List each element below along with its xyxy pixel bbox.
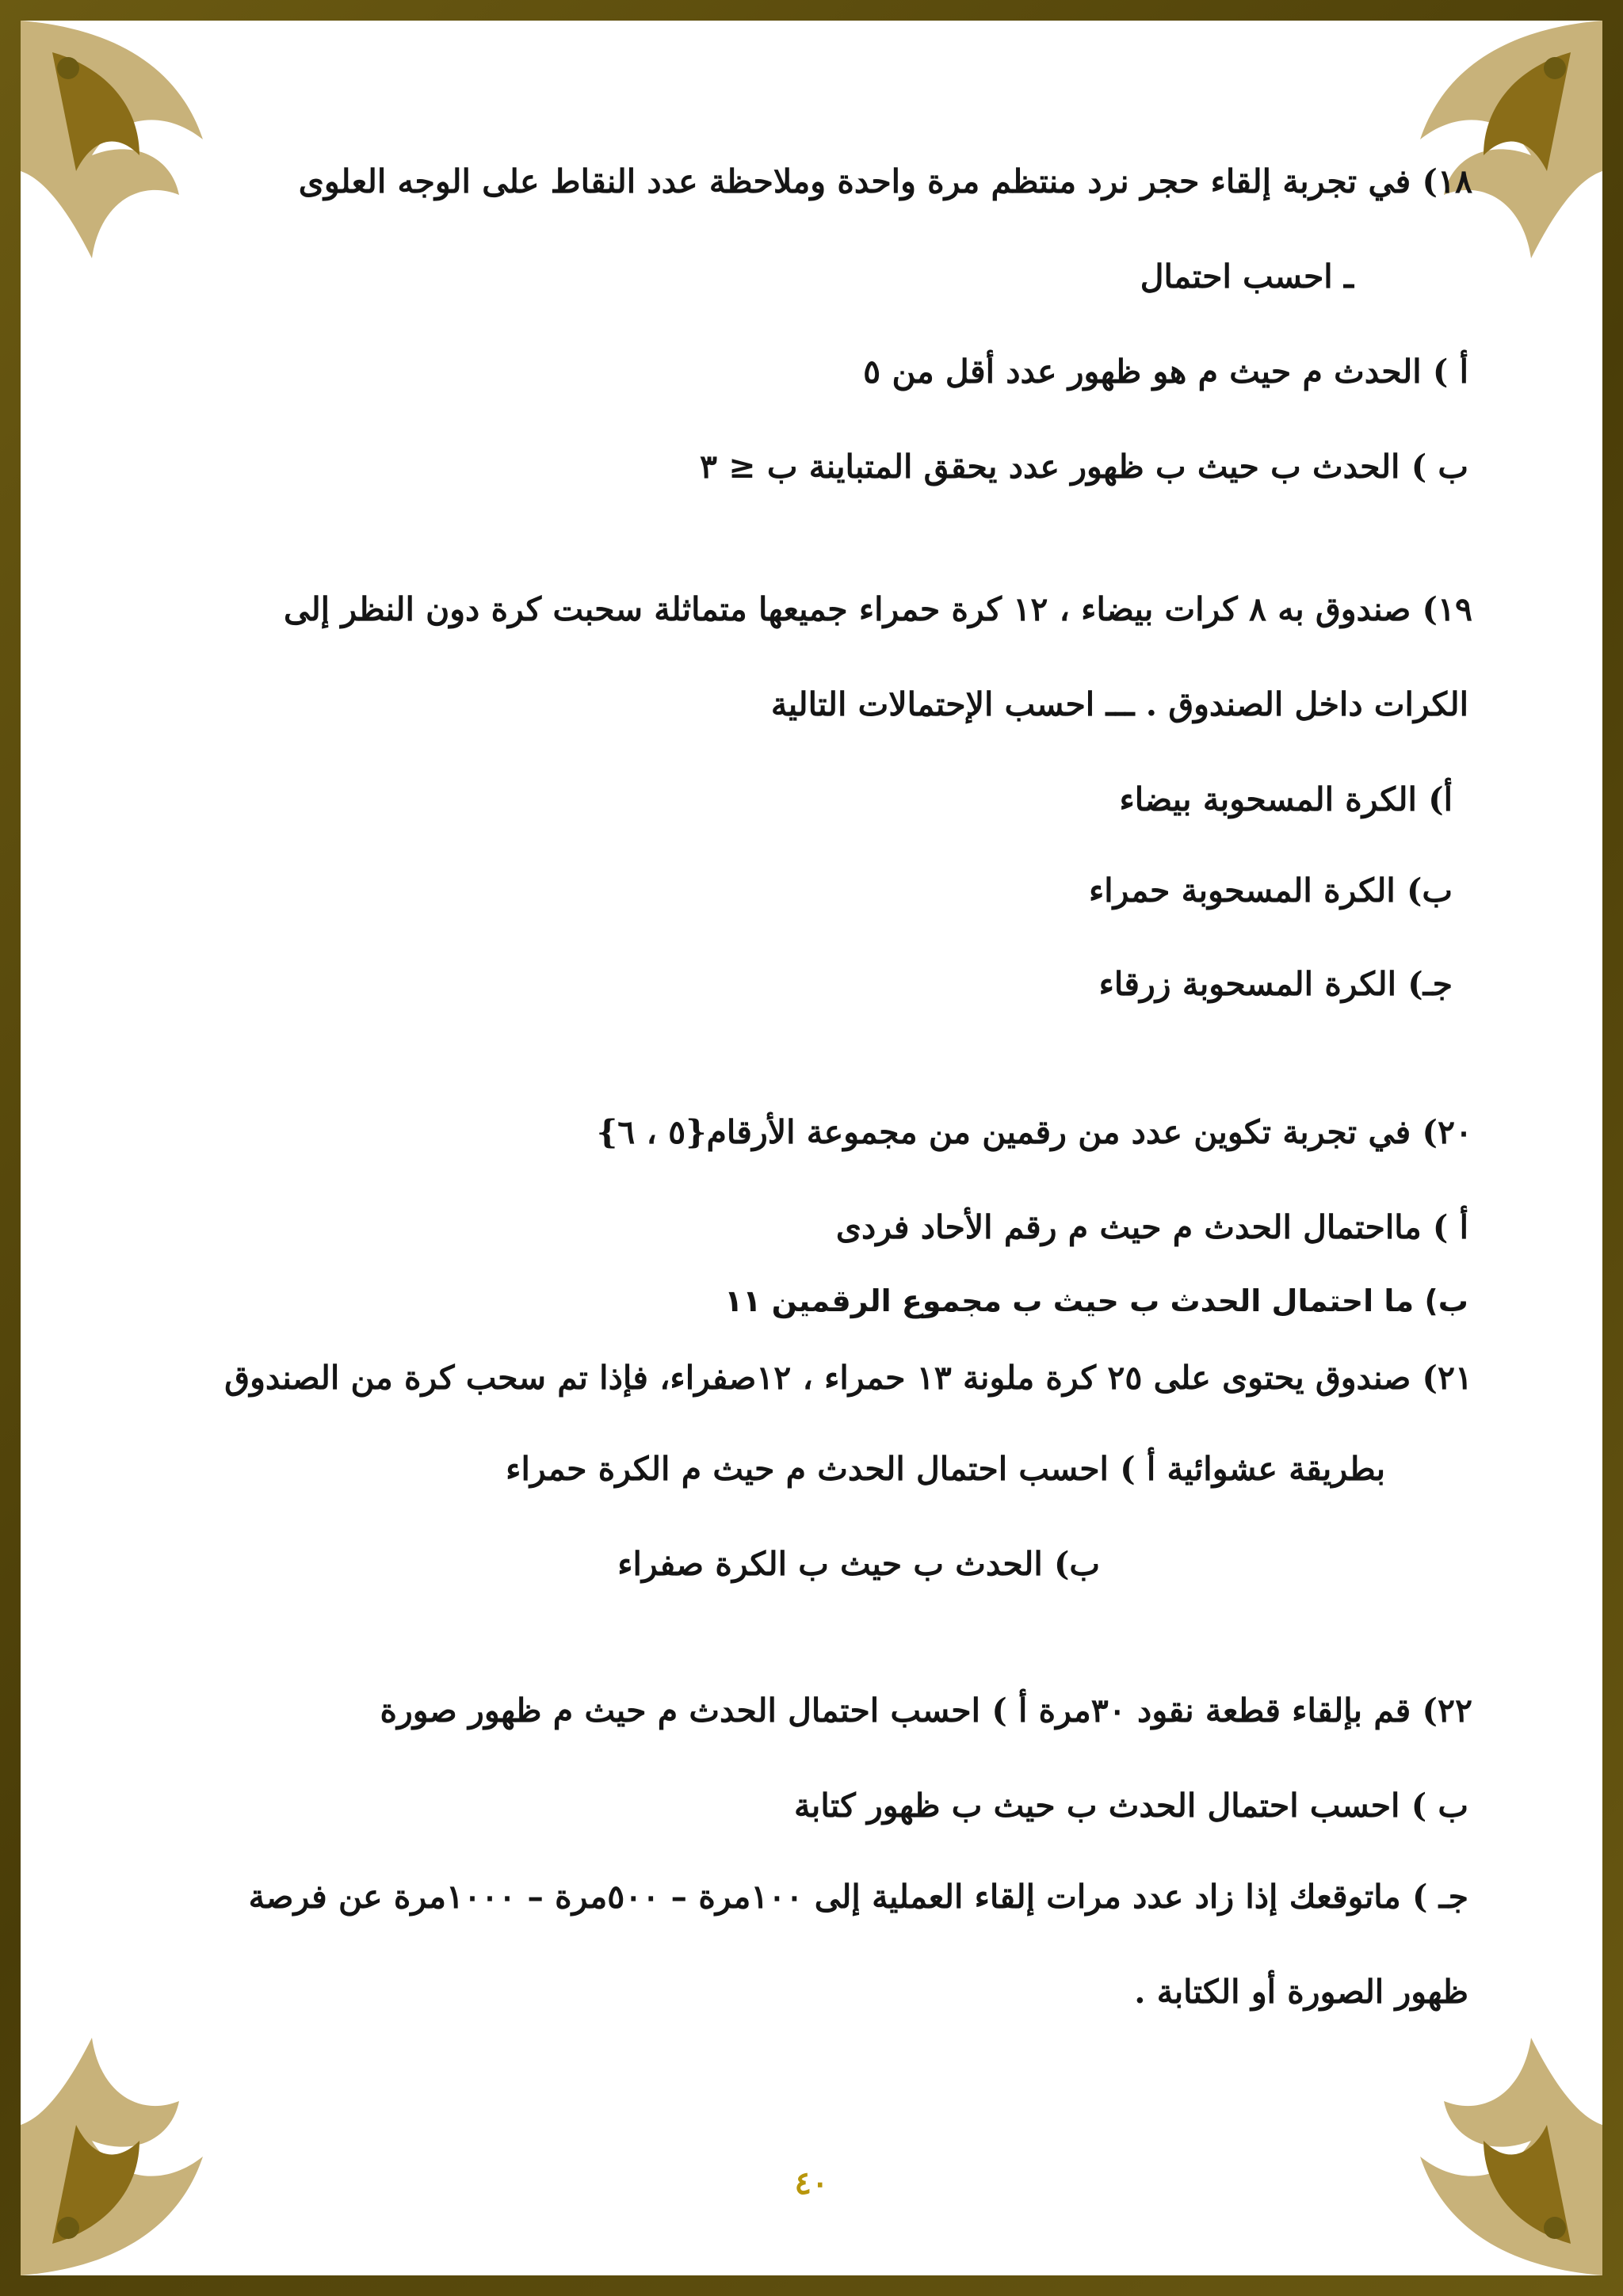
question-19-line-3: أ) الكرة المسحوبة بيضاء <box>1119 780 1453 818</box>
question-19-number: ١٩) <box>1422 590 1472 628</box>
question-20-line-3: ب) ما احتمال الحدث ب حيث ب مجموع الرقمين ١١ <box>724 1283 1468 1318</box>
ornament-corner-top-left <box>21 21 290 353</box>
question-19-line-4: ب) الكرة المسحوبة حمراء <box>1089 871 1453 910</box>
question-18-text: في تجربة إلقاء حجر نرد منتظم مرة واحدة وملاحظة عدد النقاط على الوجه العلوى <box>298 162 1411 200</box>
question-18-line-1 <box>299 162 1472 201</box>
question-20-number: ٢٠) <box>1422 1113 1472 1151</box>
question-21-line-1 <box>224 1359 1472 1398</box>
question-19-line-2: الكرات داخل الصندوق . ـــ احسب الإحتمالات التالية <box>770 685 1468 723</box>
question-22-text: قم بإلقاء قطعة نقود ٣٠مرة أ ) احسب احتمال الحدث م حيث م ظهور صورة <box>380 1691 1411 1730</box>
question-22-line-3: جـ ) ماتوقعك إذا زاد عدد مرات إلقاء العملية إلى ١٠٠مرة – ٥٠٠مرة – ١٠٠٠مرة عن فرصة <box>248 1878 1468 1916</box>
question-20-line-2: أ ) مااحتمال الحدث م حيث م رقم الأحاد فردى <box>835 1208 1468 1246</box>
question-21-line-3: ب) الحدث ب حيث ب الكرة صفراء <box>617 1545 1100 1583</box>
question-22-line-1 <box>380 1691 1472 1730</box>
question-20-line-1 <box>597 1113 1472 1152</box>
question-21-number: ٢١) <box>1422 1359 1472 1397</box>
question-19-line-5: جـ) الكرة المسحوبة زرقاء <box>1098 965 1453 1003</box>
question-20-text: في تجربة تكوين عدد من رقمين من مجموعة الأرقام{٥ ، ٦} <box>596 1113 1411 1151</box>
question-22-number: ٢٢) <box>1422 1691 1472 1730</box>
question-21-text: صندوق يحتوى على ٢٥ كرة ملونة ١٣ حمراء ، ١٢صفراء، فإذا تم سحب كرة من الصندوق <box>224 1359 1411 1397</box>
question-18-line-4: ب ) الحدث ب حيث ب ظهور عدد يحقق المتباينة ب ≤ ٣ <box>699 448 1468 486</box>
question-19-line-1 <box>284 590 1472 629</box>
ornament-corner-bottom-left <box>21 1943 290 2275</box>
question-19-text: صندوق به ٨ كرات بيضاء ، ١٢ كرة حمراء جميعها متماثلة سحبت كرة دون النظر إلى <box>284 590 1411 628</box>
question-22-line-2: ب ) احسب احتمال الحدث ب حيث ب ظهور كتابة <box>793 1787 1468 1825</box>
question-22-line-4: ظهور الصورة أو الكتابة . <box>1134 1973 1468 2011</box>
question-18-line-2: ـ احسب احتمال <box>1140 257 1354 296</box>
question-18-line-3: أ ) الحدث م حيث م هو ظهور عدد أقل من ٥ <box>863 353 1468 391</box>
page-number: ٤٠ <box>794 2164 829 2202</box>
question-18-number: ١٨) <box>1422 162 1472 200</box>
question-21-line-2: بطريقة عشوائية أ ) احسب احتمال الحدث م حيث م الكرة حمراء <box>506 1450 1385 1488</box>
